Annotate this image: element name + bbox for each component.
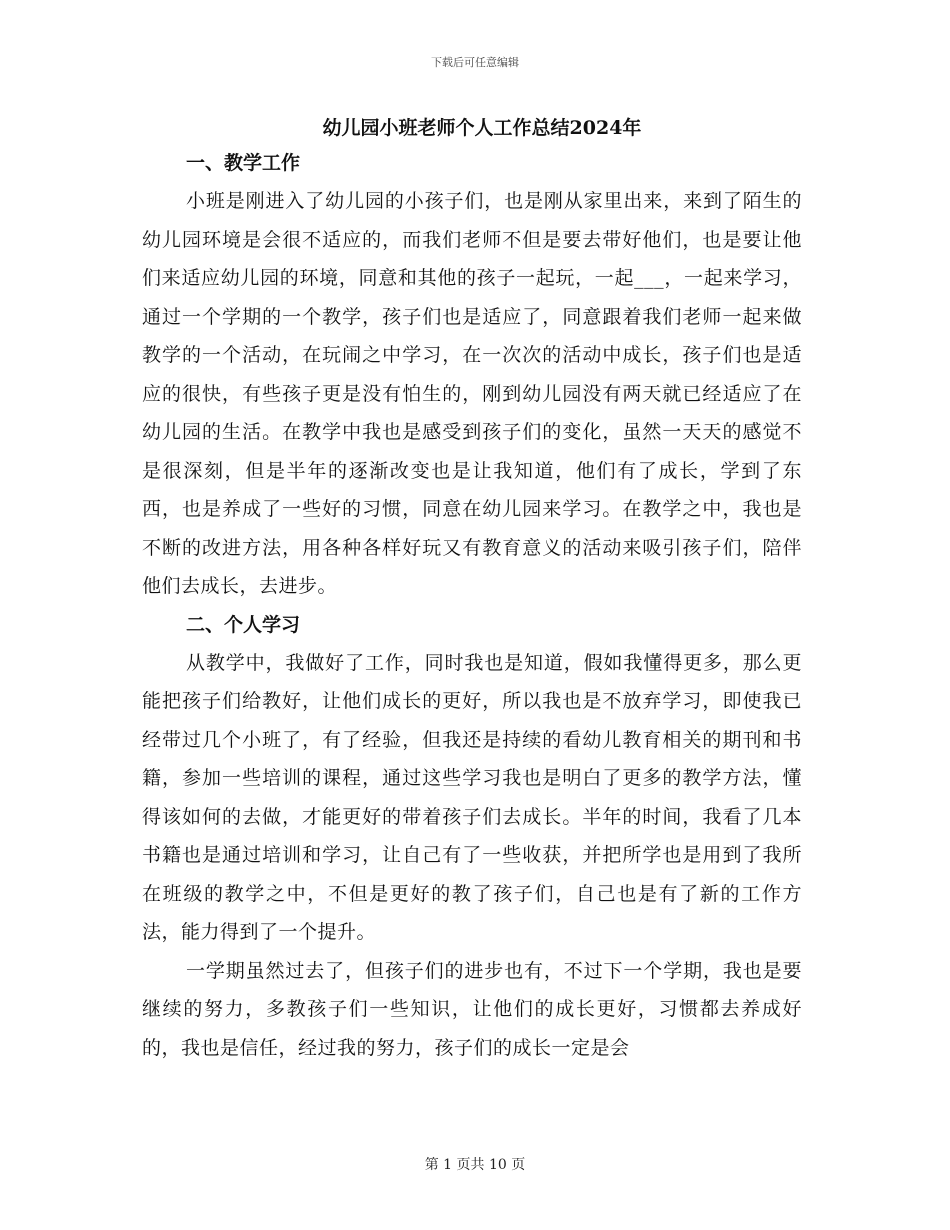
paragraph-outlook: 一学期虽然过去了，但孩子们的进步也有，不过下一个学期，我也是要继续的努力，多教孩子们一些知识，让他们的成长更好，习惯都去养成好的，我也是信任，经过我的努力，孩子们的成长一定是会 bbox=[142, 959, 802, 1059]
section-heading-study: 二、个人学习 bbox=[186, 613, 301, 636]
section-heading-teaching: 一、教学工作 bbox=[186, 152, 301, 174]
page-footer: 第 1 页共 10 页 bbox=[424, 1157, 526, 1173]
paragraph-study: 从教学中，我做好了工作，同时我也是知道，假如我懂得更多，那么更能把孩子们给教好，让他们成长的更好，所以我也是不放弃学习，即使我已经带过几个小班了，有了经验，但我还是持续的看幼儿教育相关的期刊和书籍，参加一些培训的课程，通过这些学习我也是明白了更多的教学方法，懂得该如何的去做，才能更好的带着孩子们去成长。半年的时间，我看了几本书籍也是通过培训和学习，让自己有了一些收获，并把所学也是用到了我所在班级的教学之中，不但是更好的教了孩子们，自己也是有了新的工作方法，能力得到了一个提升。 bbox=[142, 651, 802, 943]
header-note: 下载后可任意编辑 bbox=[431, 56, 519, 69]
document-body bbox=[142, 112, 802, 1067]
document-title: 幼儿园小班老师个人工作总结2024年 bbox=[322, 117, 642, 139]
paragraph-teaching: 小班是刚进入了幼儿园的小孩子们，也是刚从家里出来，来到了陌生的幼儿园环境是会很不适应的，而我们老师不但是要去带好他们，也是要让他们来适应幼儿园的环境，同意和其他的孩子一起玩，一起___，一起来学习，通过一个学期的一个教学，孩子们也是适应了，同意跟着我们老师一起来做教学的一个活动，在玩闹之中学习，在一次次的活动中成长，孩子们也是适应的很快，有些孩子更是没有怕生的，刚到幼儿园没有两天就已经适应了在幼儿园的生活。在教学中我也是感受到孩子们的变化，虽然一天天的感觉不是很深刻，但是半年的逐渐改变也是让我知道，他们有了成长，学到了东西，也是养成了一些好的习惯，同意在幼儿园来学习。在教学之中，我也是不断的改进方法，用各种各样好玩又有教育意义的活动来吸引孩子们，陪伴他们去成长，去进步。 bbox=[142, 190, 802, 597]
